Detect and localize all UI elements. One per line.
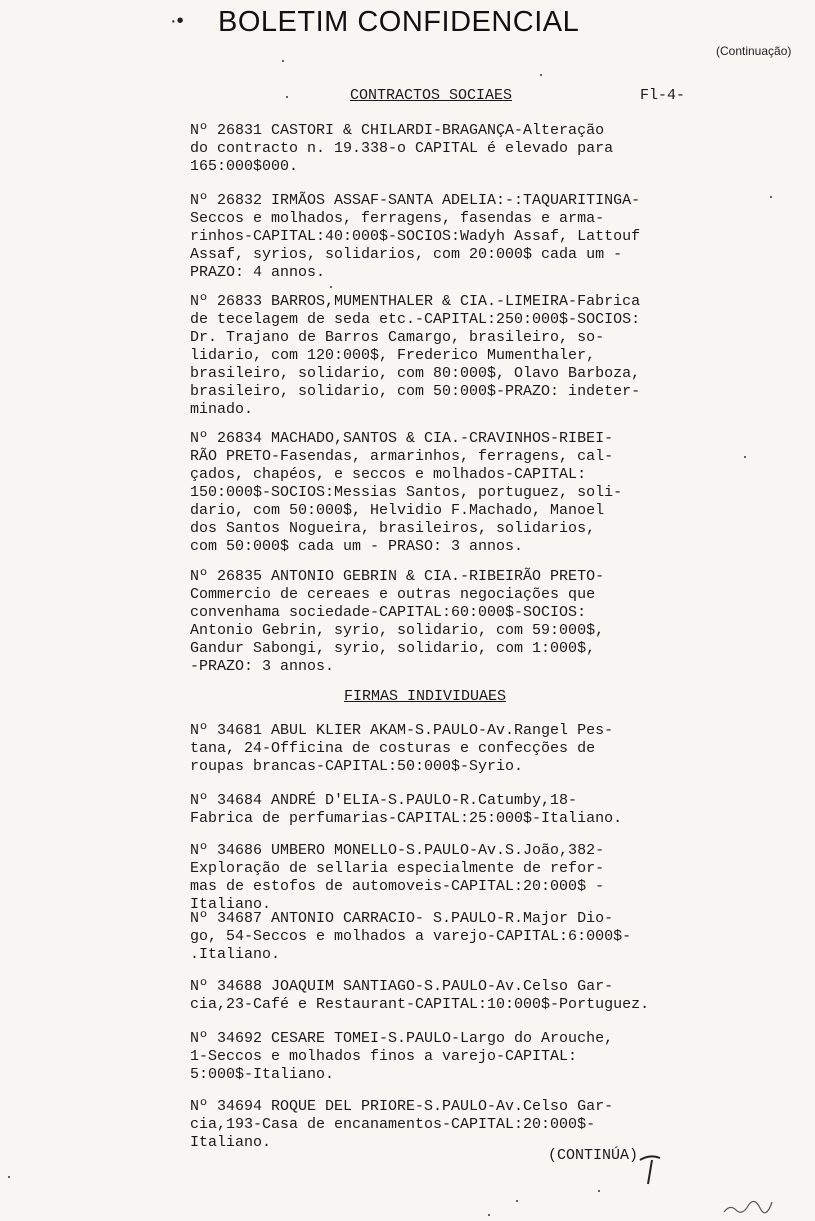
scan-speck <box>598 1190 600 1192</box>
firm-entry: Nº 34688 JOAQUIM SANTIAGO-S.PAULO-Av.Celso Gar- cia,23-Café e Restaurant-CAPITAL:10:000$-Portuguez. <box>190 978 650 1013</box>
document-title: BOLETIM CONFIDENCIAL <box>218 6 580 38</box>
scan-speck <box>282 60 284 62</box>
scan-speck <box>540 74 542 76</box>
continuation-label: (Continuação) <box>716 44 792 58</box>
scan-speck <box>8 1176 10 1178</box>
signature-scribble <box>722 1196 782 1218</box>
folio-number: Fl-4- <box>640 87 686 104</box>
scan-speck <box>488 1214 490 1216</box>
contract-entry: Nº 26831 CASTORI & CHILARDI-BRAGANÇA-Alteração do contracto n. 19.338-o CAPITAL é elevado para 165:000$000. <box>190 122 614 175</box>
scan-speck <box>516 1200 518 1202</box>
handwritten-mark <box>636 1150 666 1190</box>
firm-entry: Nº 34681 ABUL KLIER AKAM-S.PAULO-Av.Rangel Pes- tana, 24-Officina de costuras e confecções de roupas brancas-CAPITAL:50:000$-Syrio. <box>190 722 614 775</box>
firm-entry: Nº 34686 UMBERO MONELLO-S.PAULO-Av.S.João,382- Exploração de sellaria especialmente de refor- mas de estofos de automoveis-CAPITAL:20:000$ - Italiano. <box>190 842 605 913</box>
contract-entry: Nº 26833 BARROS,MUMENTHALER & CIA.-LIMEIRA-Fabrica de tecelagem de seda etc.-CAPITAL:250:000$-SOCIOS: Dr. Trajano de Barros Camargo, brasileiro, so- lidario, com 120:000$, Frederico Mumenthaler, brasileiro, solidario, com 80:000$, Olavo Barboza, brasileiro, solidario, com 50:000$-PRAZO: indeter- minado. <box>190 293 641 418</box>
section-heading-contracts: CONTRACTOS SOCIAES <box>350 87 513 104</box>
firm-entry: Nº 34687 ANTONIO CARRACIO- S.PAULO-R.Major Dio- go, 54-Seccos e molhados a varejo-CAPITAL:6:000$- .Italiano. <box>190 910 632 963</box>
section-heading-firms: FIRMAS INDIVIDUAES <box>344 688 507 705</box>
scan-speck <box>286 96 288 98</box>
firm-entry: Nº 34694 ROQUE DEL PRIORE-S.PAULO-Av.Celso Gar- cia,193-Casa de encanamentos-CAPITAL:20:000$- Italiano. <box>190 1098 614 1151</box>
scan-speck <box>330 286 332 288</box>
contract-entry: Nº 26834 MACHADO,SANTOS & CIA.-CRAVINHOS-RIBEI- RÃO PRETO-Fasendas, armarinhos, ferragens, cal- çados, chapéos, e seccos e molhados-CAPITAL: 150:000$-SOCIOS:Messias Santos, portuguez, soli- dario, com 50:000$, Helvidio F.Machado, Manoel dos Santos Nogueira, brasileiros, solidarios, com 50:000$ cada um - PRASO: 3 annos. <box>190 430 623 555</box>
continua-label: (CONTINÚA) <box>548 1147 639 1164</box>
scan-speck <box>770 196 772 198</box>
firm-entry: Nº 34692 CESARE TOMEI-S.PAULO-Largo do Arouche, 1-Seccos e molhados finos a varejo-CAPITAL: 5:000$-Italiano. <box>190 1030 614 1083</box>
page-mark-dots: ·• <box>170 10 184 32</box>
contract-entry: Nº 26832 IRMÃOS ASSAF-SANTA ADELIA:-:TAQUARITINGA- Seccos e molhados, ferragens, fasendas e arma- rinhos-CAPITAL:40:000$-SOCIOS:Wadyh Assaf, Lattouf Assaf, syrios, solidarios, com 20:000$ cada um - PRAZO: 4 annos. <box>190 192 641 281</box>
firm-entry: Nº 34684 ANDRÉ D'ELIA-S.PAULO-R.Catumby,18- Fabrica de perfumarias-CAPITAL:25:000$-Italiano. <box>190 792 623 827</box>
scan-speck <box>744 456 746 458</box>
contract-entry: Nº 26835 ANTONIO GEBRIN & CIA.-RIBEIRÃO PRETO- Commercio de cereaes e outras negociações que convenhama sociedade-CAPITAL:60:000$-SOCIOS: Antonio Gebrin, syrio, solidario, com 59:000$, Gandur Sabongi, syrio, solidario, com 1:000$, -PRAZO: 3 annos. <box>190 568 605 675</box>
